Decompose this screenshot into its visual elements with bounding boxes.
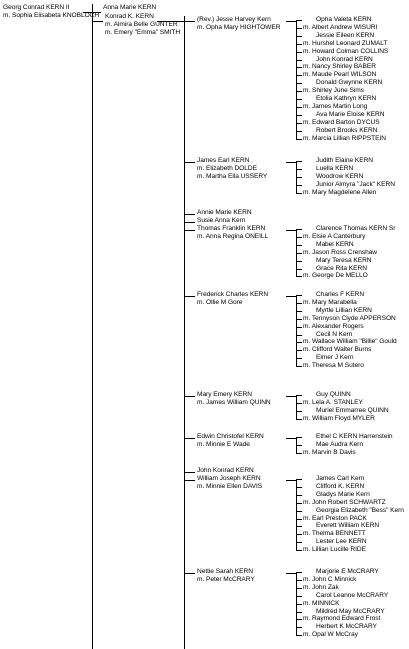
child-spouse: m. Nancy Shirley BABER — [303, 63, 376, 71]
gen2-name: Anna Marie KERN — [103, 4, 157, 11]
child-name: James Carl Kern — [316, 475, 365, 482]
child-name: Ava Marie Eloise KERN — [316, 110, 385, 118]
child-connector-line — [296, 419, 302, 420]
child-connector-line — [296, 245, 302, 246]
child-name: John Konrad KERN — [316, 55, 373, 63]
gen3-trunk-line — [184, 16, 185, 649]
parent-name: (Rev.) Jesse Harvey Kern — [197, 16, 271, 23]
parent-name: Frederick Charles KERN — [197, 291, 269, 298]
child-name: Junior Almyra "Jack" KERN — [316, 180, 395, 188]
child-connector-line — [296, 83, 302, 84]
child-spouse: m. Shirley June Sims — [303, 87, 364, 95]
child-connector-line — [296, 342, 302, 343]
root-name: Georg Conrad KERN II — [3, 4, 70, 11]
child-connector-line — [296, 91, 302, 92]
child-spouse: m. Clifford Walter Burns — [303, 346, 372, 354]
child-connector-line — [296, 303, 302, 304]
child-connector-line — [296, 177, 302, 178]
child-connector-line — [296, 99, 302, 100]
child-name: Clarence Thomas KERN Sr — [316, 225, 396, 232]
child-connector-line — [296, 237, 302, 238]
child-connector-line — [296, 437, 302, 438]
child-name: Georgia Elizabeth "Bess" Kern — [316, 506, 404, 514]
child-name: Judith Elaine KERN — [316, 157, 374, 164]
child-name: Clifford K. KERN — [316, 482, 365, 490]
child-connector-line — [296, 44, 302, 45]
child-connector-line — [296, 169, 302, 170]
child-connector-line — [296, 487, 302, 488]
parent-name: Thomas Franklin KERN — [197, 225, 266, 232]
child-name: Lester Lee KERN — [316, 538, 367, 546]
child-name: Donald Gwynne KERN — [316, 79, 383, 87]
child-spouse: m. Jason Ross Crenshaw — [303, 248, 378, 256]
child-connector-line — [296, 295, 302, 296]
child-name: Opha Valeta KERN — [316, 16, 372, 23]
parent-name: Mary Emery KERN — [197, 391, 252, 398]
child-spouse: m. Tennyson Clyde APPERSON — [303, 314, 396, 322]
child-spouse: m. Hurshel Leonard ZUMALT — [303, 39, 388, 47]
child-spouse: m. Edward Barton DYCUS — [303, 118, 380, 126]
child-spouse: m. John Zak — [303, 583, 339, 591]
child-name: Luella KERN — [316, 164, 354, 172]
parent-spouse: m. Opha Mary HIGHTOWER — [197, 23, 281, 31]
child-connector-line — [296, 193, 302, 194]
child-connector-line — [296, 107, 302, 108]
parent-name: William Joseph KERN — [197, 475, 261, 482]
child-connector-line — [296, 395, 302, 396]
child-connector-line — [296, 453, 302, 454]
child-name: Mae Audra Kern — [316, 440, 363, 448]
child-connector-line — [296, 596, 302, 597]
child-connector-line — [296, 358, 302, 359]
child-name: Woodrow KERN — [316, 172, 364, 180]
child-spouse: m. Mary Magdelene Allen — [303, 188, 377, 196]
child-spouse: m. John Robert SCHWARTZ — [303, 498, 386, 506]
child-spouse: m. Earl Preston PACK — [303, 514, 367, 522]
child-connector-line — [296, 319, 302, 320]
child-name: Ethel C KERN Harrenstein — [316, 433, 393, 440]
child-spouse: m. Alexander Rogers — [303, 322, 364, 330]
child-spouse: m. Theresa M Sutero — [303, 362, 364, 370]
child-connector-line — [296, 519, 302, 520]
child-spouse: m. Albert Andrew WISURI — [303, 23, 378, 31]
child-connector-line — [296, 67, 302, 68]
child-name: Grace Rita KERN — [316, 264, 367, 272]
child-spouse: m. Marcia Lillian RIPPSTEIN — [303, 134, 386, 142]
child-connector-line — [296, 534, 302, 535]
child-spouse: m. James Martin Long — [303, 102, 368, 110]
child-connector-line — [296, 635, 302, 636]
gen2-spouse: m. Almira Belle GUNTER — [105, 21, 178, 28]
child-spouse: m. Maude Pearl WILSON — [303, 71, 377, 79]
parent-connector-line — [184, 296, 195, 297]
child-connector-line — [296, 479, 302, 480]
child-name: Marjorie E McCRARY — [316, 568, 379, 575]
child-name: Cecil N Kern — [316, 330, 353, 338]
child-connector-line — [296, 28, 302, 29]
child-spouse: m. MINNICK — [303, 599, 340, 607]
child-connector-line — [296, 445, 302, 446]
child-connector-line — [296, 511, 302, 512]
child-connector-line — [296, 131, 302, 132]
child-spouse: m. Howard Colman COLLINS — [303, 47, 389, 55]
parent-name: Nettie Sarah KERN — [197, 568, 253, 575]
child-connector-line — [296, 161, 302, 162]
child-connector-line — [296, 185, 302, 186]
parent-connector-line — [184, 214, 195, 215]
child-spouse: m. Opal W McCray — [303, 631, 358, 639]
gen2-name: Konrad K. KERN — [105, 13, 154, 20]
child-name: Etolia Kathryn KERN — [316, 95, 377, 102]
child-connector-line — [296, 139, 302, 140]
child-spouse: m. Elsie A Canterbury — [303, 232, 366, 240]
child-connector-line — [296, 335, 302, 336]
parent-name: Annie Marie KERN — [197, 209, 252, 216]
gen2-spouse: m. Emery "Emma" SMITH — [105, 29, 181, 36]
children-trunk-line — [296, 480, 297, 550]
child-connector-line — [296, 403, 302, 404]
child-connector-line — [296, 411, 302, 412]
child-spouse: m. Mary Marabella — [303, 298, 357, 306]
parent-spouse: m. James William QUINN — [197, 398, 271, 406]
child-connector-line — [296, 311, 302, 312]
child-name: Robert Brooks KERN — [316, 126, 378, 134]
child-name: Muriel Emmarree QUINN — [316, 406, 389, 414]
child-connector-line — [296, 75, 302, 76]
child-name: Mabel KERN — [316, 240, 354, 248]
root-spouse: m. Sophia Elisabeta KNOBLOCH — [3, 12, 100, 19]
child-spouse: m. William Floyd MYLER — [303, 414, 375, 422]
child-connector-line — [296, 619, 302, 620]
child-name: Charles F KERN — [316, 291, 365, 298]
child-name: Guy QUINN — [316, 391, 351, 398]
parent-connector-line — [184, 480, 195, 481]
parent-name: John Konrad KERN — [197, 467, 254, 474]
child-spouse: m. Marvin B Davis — [303, 448, 356, 456]
child-connector-line — [296, 495, 302, 496]
children-trunk-line — [296, 296, 297, 366]
parent-spouse: m. Elizabeth DOLDE — [197, 164, 257, 172]
child-connector-line — [296, 229, 302, 230]
child-connector-line — [296, 269, 302, 270]
parent-connector-line — [184, 21, 195, 22]
parent-spouse: m. Minnie Ellen DAVIS — [197, 482, 263, 490]
parent-spouse: m. Minnie E Wade — [197, 440, 250, 448]
child-connector-line — [296, 366, 302, 367]
child-connector-line — [296, 604, 302, 605]
child-connector-line — [296, 550, 302, 551]
parent-connector-line — [184, 162, 195, 163]
child-spouse: m. Thelma BENNETT — [303, 530, 366, 538]
parent-spouse: m. Peter McCRARY — [197, 575, 255, 583]
child-connector-line — [296, 36, 302, 37]
child-connector-line — [296, 503, 302, 504]
child-connector-line — [296, 123, 302, 124]
child-connector-line — [296, 627, 302, 628]
children-trunk-line — [296, 21, 297, 139]
child-spouse: m. Wallace William "Billie" Gould — [303, 338, 397, 346]
parent-name: Edwin Christofel KERN — [197, 433, 264, 440]
child-connector-line — [296, 350, 302, 351]
child-name: Elmer J Kern — [316, 354, 354, 362]
child-connector-line — [296, 115, 302, 116]
child-connector-line — [296, 580, 302, 581]
child-spouse: m. Raymond Edward Frost — [303, 615, 381, 623]
child-connector-line — [296, 60, 302, 61]
child-connector-line — [296, 52, 302, 53]
child-name: Herbert K McCRARY — [316, 623, 377, 631]
child-connector-line — [296, 327, 302, 328]
konrad-connector-line — [93, 21, 103, 22]
child-connector-line — [296, 526, 302, 527]
child-spouse: m. John C Minnick — [303, 575, 357, 583]
gen2-trunk-line — [92, 4, 93, 649]
child-connector-line — [296, 542, 302, 543]
child-name: Mildred May McCRARY — [316, 607, 385, 615]
parent-name: James Earl KERN — [197, 157, 250, 164]
parent-connector-line — [184, 230, 195, 231]
child-name: Mary Teresa KERN — [316, 256, 372, 264]
parent-connector-line — [184, 573, 195, 574]
parent-connector-line — [184, 222, 195, 223]
child-name: Carol Leanne McCRARY — [316, 591, 389, 599]
child-name: Everett William KERN — [316, 522, 380, 530]
child-spouse: m. George De MELLO — [303, 272, 368, 280]
parent-connector-line — [184, 396, 195, 397]
children-trunk-line — [296, 396, 297, 419]
child-name: Jessie Eileen KERN — [316, 31, 375, 39]
child-spouse: m. Lillian Lucille RIDE — [303, 546, 366, 554]
parent-name: Susie Anna Kern — [197, 217, 246, 224]
parent-spouse: m. Martha Ella USSERY — [197, 172, 268, 180]
child-spouse: m. Lela A. STANLEY — [303, 398, 363, 406]
child-connector-line — [296, 572, 302, 573]
child-connector-line — [296, 588, 302, 589]
parent-spouse: m. Ollie M Gore — [197, 298, 243, 306]
child-connector-line — [296, 20, 302, 21]
child-connector-line — [296, 276, 302, 277]
child-connector-line — [296, 253, 302, 254]
child-connector-line — [296, 261, 302, 262]
parent-connector-line — [184, 438, 195, 439]
parent-spouse: m. Anna Regina ONEILL — [197, 232, 269, 240]
child-name: Myrtle Lillian KERN — [316, 306, 372, 314]
child-name: Gladys Marie Kern — [316, 490, 370, 498]
child-connector-line — [296, 612, 302, 613]
parent-connector-line — [184, 472, 195, 473]
